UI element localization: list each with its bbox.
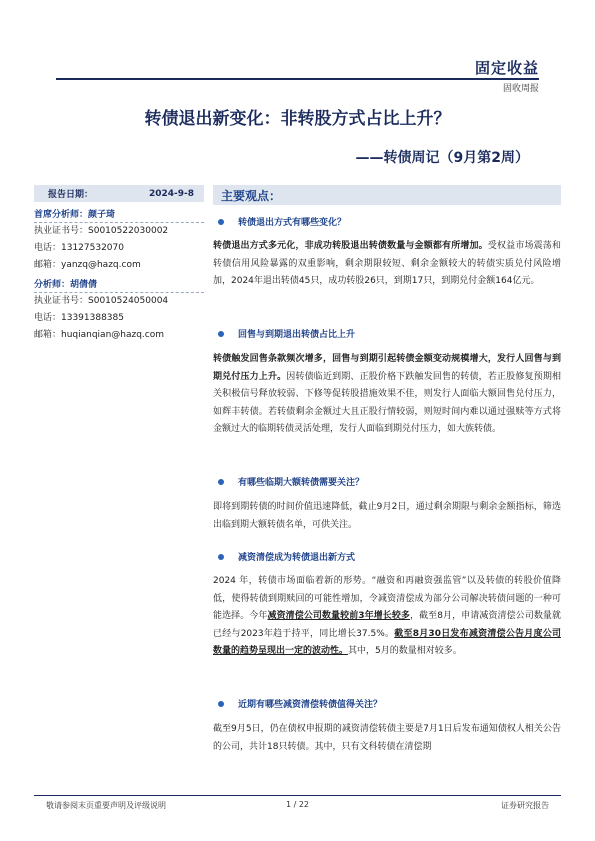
section-heading-text: 转债退出方式有哪些变化？	[238, 218, 347, 228]
paragraph-text: 其中，5月的数量相对较多。	[348, 646, 462, 656]
analyst-email[interactable]: 邮箱：huqianqian@hazq.com	[34, 330, 165, 340]
chief-email[interactable]: 邮箱：yanzq@hazq.com	[34, 260, 141, 270]
footer-divider	[34, 795, 561, 796]
section-heading-text: 有哪些临期大额转债需要关注？	[238, 478, 365, 488]
bullet-icon	[218, 331, 224, 337]
key-views-heading: 主要观点：	[213, 185, 561, 205]
page-number: 1 / 22	[285, 800, 310, 809]
analyst-label: 分析师：	[34, 280, 71, 290]
section-heading	[213, 327, 355, 340]
paragraph-text: 受权益市场震荡和转债信用风险暴露的双重影响，剩余期限较短、剩余金额较大的转债实质兑付风险增加，2024年退出转债45只，成功转股26只，到期17只，到期兑付金额164亿元。	[213, 241, 561, 286]
report-category: 固定收益	[474, 59, 539, 77]
chief-analyst-heading	[34, 207, 204, 223]
section-paragraph	[213, 499, 561, 534]
section-paragraph	[213, 351, 561, 439]
report-type: 固收周报	[502, 84, 539, 94]
footer-disclaimer: 敬请参阅末页重要声明及评级说明	[46, 801, 166, 810]
footer-report-type: 证券研究报告	[501, 801, 549, 810]
main-content	[213, 185, 561, 795]
bullet-icon	[218, 554, 224, 560]
analyst-name: 胡倩倩	[70, 280, 98, 290]
section-heading-text: 回售与到期退出转债占比上升	[238, 330, 356, 340]
section-heading	[213, 475, 364, 488]
section-paragraph	[213, 573, 561, 661]
header-divider	[56, 78, 539, 80]
bullet-icon	[218, 701, 224, 707]
section-heading	[213, 697, 382, 710]
paragraph-text: 即将到期转债的时间价值迅速降低，截止9月2日，通过剩余期限与剩余金额指标，筛选出临到期大额转债名单，可供关注。	[213, 502, 561, 530]
report-date-label: 报告日期：	[48, 190, 94, 200]
chief-analyst-label: 首席分析师：	[34, 210, 89, 220]
analyst-license: 执业证书号：S0010524050004	[34, 296, 169, 306]
section-heading	[213, 550, 355, 563]
analyst-heading	[34, 277, 204, 293]
report-subtitle: ——转债周记（9月第2周）	[355, 150, 529, 166]
paragraph-highlight: 减资清偿公司数量较前3年增长较多	[267, 611, 411, 621]
paragraph-text: 2024 年，转债市场面临着新的形势。“融资和再融资强监管”以及转债的转股价值降低，使得转债到期赎回的可能性增加，令减资清偿成为部分公司解决转债问题的一种可能选择。今年	[213, 576, 561, 621]
analyst-phone: 电话：13391388385	[34, 313, 124, 323]
sidebar	[34, 185, 204, 344]
paragraph-text: ，截至8月，申请减资清偿公司数量就已经与2023年趋于持平，同比增长37.5%。	[213, 611, 561, 639]
chief-license: 执业证书号：S0010522030002	[34, 226, 169, 236]
paragraph-text: 截至9月5日，仍在债权申报期的减资清偿转债主要是7月1日后发布通知债权人相关公告的公司，共计18只转债。其中，只有文科转债在清偿期	[213, 724, 561, 752]
section-heading-text: 减资清偿成为转债退出新方式	[238, 553, 356, 563]
section-heading	[213, 215, 346, 228]
bullet-icon	[218, 219, 224, 225]
report-date-bar	[34, 185, 204, 202]
paragraph-lead: 转债退出方式多元化，非成功转股退出转债数量与金额都有所增加。	[213, 241, 488, 251]
paragraph-lead: 转债触发回售条款频次增多，回售与到期引起转债金额变动规模增大，发行人回售与到期兑付压力上升。	[213, 354, 561, 382]
section-heading-text: 近期有哪些减资清偿转债值得关注？	[238, 700, 383, 710]
chief-analyst-name: 颜子琦	[88, 210, 116, 220]
report-date-value: 2024-9-8	[148, 188, 194, 199]
report-title: 转债退出新变化：非转股方式占比上升？	[144, 109, 451, 129]
chief-phone: 电话：13127532070	[34, 243, 124, 253]
paragraph-highlight: 截至8月30日发布减资清偿公告月度公司数量的趋势呈现出一定的波动性。	[213, 628, 561, 656]
section-paragraph	[213, 721, 561, 756]
section-paragraph	[213, 238, 561, 291]
bullet-icon	[218, 479, 224, 485]
paragraph-text: 因转债临近到期、正股价格下跌触发回售的转债，若正股修复预期相关积极信号释放较弱、下修等促转股措施效果不佳，则发行人面临大额回售兑付压力，如辉丰转债。若转债剩余金额过大且正股行情较弱，则短时间内难以通过强赎等方式将金额过大的临期转债灵活处理，发行人面临到期兑付压力，如大族转债。	[213, 371, 561, 434]
